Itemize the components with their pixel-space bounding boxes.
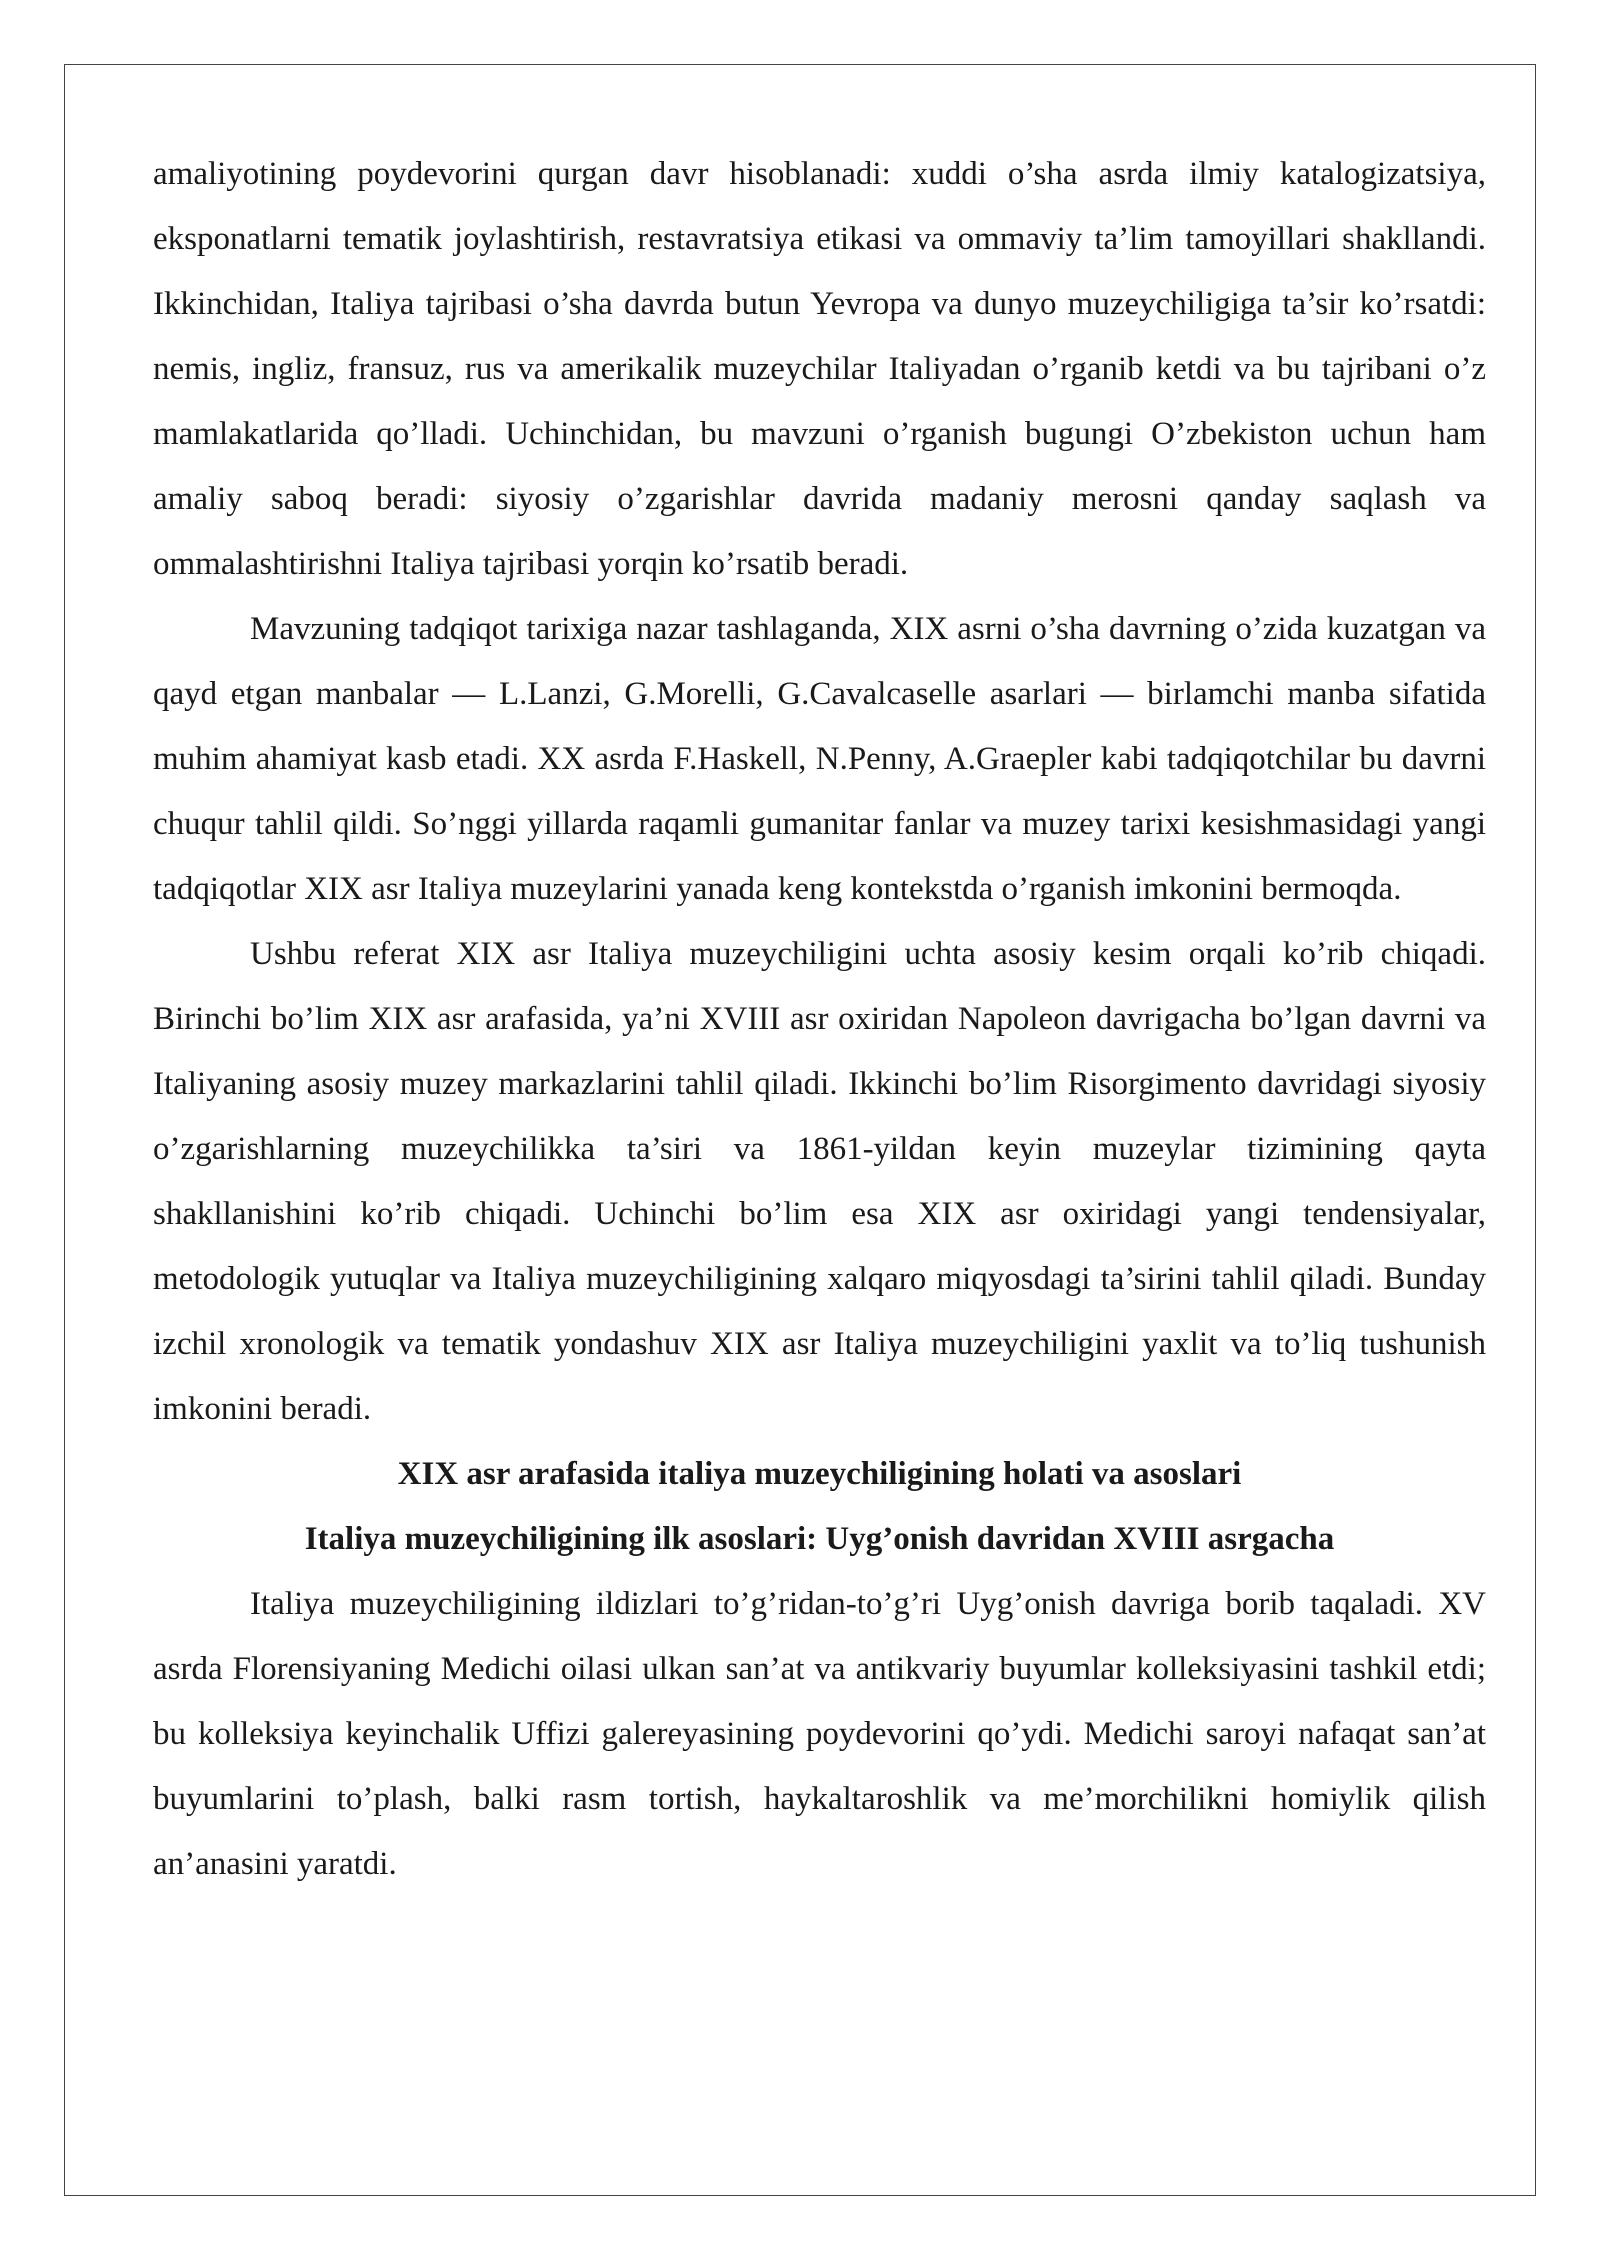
paragraph-origins: Italiya muzeychiligining ildizlari to’g’ridan-to’g’ri Uyg’onish davriga borib taqaladi. XV asrda Florensiyaning Medichi oilasi ulkan san’at va antikvariy buyumlar kolleksiyasini tashkil etdi; bu kolleksiya keyinchalik Uffizi galereyasining poydevorini qo’ydi. Medichi saroyi nafaqat san’at buyumlarini to’plash, balki rasm tortish, haykaltaroshlik va me’morchilikni homiylik qilish an’anasini yaratdi. xyxy=(153,1586,1486,1882)
document-body xyxy=(153,142,1486,1897)
subsection-heading: Italiya muzeychiligining ilk asoslari: Uyg’onish davridan XVIII asrgacha xyxy=(304,1521,1335,1557)
section-heading: XIX asr arafasida italiya muzeychiligining holati va asoslari xyxy=(397,1456,1242,1492)
paragraph-research-history: Mavzuning tadqiqot tarixiga nazar tashlaganda, XIX asrni o’sha davrning o’zida kuzatgan va qayd etgan manbalar — L.Lanzi, G.Morelli, G.Cavalcaselle asarlari — birlamchi manba sifatida muhim ahamiyat kasb etadi. XX asrda F.Haskell, N.Penny, A.Graepler kabi tadqiqotchilar bu davrni chuqur tahlil qildi. So’nggi yillarda raqamli gumanitar fanlar va muzey tarixi kesishmasidagi yangi tadqiqotlar XIX asr Italiya muzeylarini yanada keng kontekstda o’rganish imkonini bermoqda. xyxy=(153,611,1486,907)
paragraph-structure: Ushbu referat XIX asr Italiya muzeychiligini uchta asosiy kesim orqali ko’rib chiqadi. Birinchi bo’lim XIX asr arafasida, ya’ni XVIII asr oxiridan Napoleon davrigacha bo’lgan davrni va Italiyaning asosiy muzey markazlarini tahlil qiladi. Ikkinchi bo’lim Risorgimento davridagi siyosiy o’zgarishlarning muzeychilikka ta’siri va 1861-yildan keyin muzeylar tizimining qayta shakllanishini ko’rib chiqadi. Uchinchi bo’lim esa XIX asr oxiridagi yangi tendensiyalar, metodologik yutuqlar va Italiya muzeychiligining xalqaro miqyosdagi ta’sirini tahlil qiladi. Bunday izchil xronologik va tematik yondashuv XIX asr Italiya muzeychiligini yaxlit va to’liq tushunish imkonini beradi. xyxy=(153,936,1486,1427)
paragraph-continuation: amaliyotining poydevorini qurgan davr hisoblanadi: xuddi o’sha asrda ilmiy katalogizatsiya, eksponatlarni tematik joylashtirish, restavratsiya etikasi va ommaviy ta’lim tamoyillari shakllandi. Ikkinchidan, Italiya tajribasi o’sha davrda butun Yevropa va dunyo muzeychiligiga ta’sir ko’rsatdi: nemis, ingliz, fransuz, rus va amerikalik muzeychilar Italiyadan o’rganib ketdi va bu tajribani o’z mamlakatlarida qo’lladi. Uchinchidan, bu mavzuni o’rganish bugungi O’zbekiston uchun ham amaliy saboq beradi: siyosiy o’zgarishlar davrida madaniy merosni qanday saqlash va ommalashtirishni Italiya tajribasi yorqin ko’rsatib beradi. xyxy=(153,156,1486,582)
